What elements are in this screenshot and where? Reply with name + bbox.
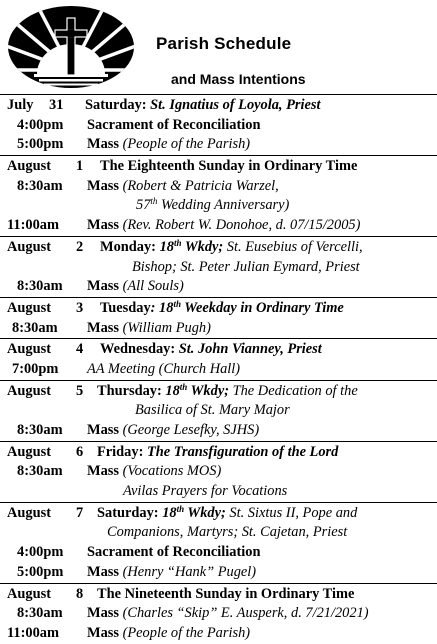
observance-text: The Dedication of the: [229, 382, 358, 399]
schedule-line: [0, 216, 437, 236]
schedule-line: [0, 360, 437, 380]
schedule-line: [0, 543, 437, 563]
weekday-label: Thursday:: [97, 382, 162, 399]
schedule-line: [0, 177, 437, 197]
mass-intention: (All Souls): [118, 278, 184, 295]
schedule-line: [0, 319, 437, 339]
observance-text: St. Ignatius of Loyola, Priest: [146, 97, 321, 113]
day-number: 1: [76, 158, 84, 175]
schedule-line: [0, 421, 437, 441]
mass-intention: (People of the Parish): [118, 624, 251, 641]
schedule-day: [0, 338, 437, 379]
schedule-day: [0, 94, 437, 155]
weekday-label: Tuesday: [100, 299, 151, 316]
event-label: Mass: [87, 217, 119, 234]
day-number: 6: [76, 443, 84, 460]
schedule-line: [0, 116, 437, 136]
day-heading: [0, 299, 437, 319]
schedule-day: [0, 236, 437, 297]
mass-intention: 57th Wedding Anniversary): [136, 196, 290, 214]
weekday-label: Saturday:: [85, 97, 147, 113]
event-label: Mass: [87, 136, 119, 153]
day-month: August: [7, 158, 51, 175]
day-heading: [0, 504, 437, 524]
event-time: 8:30am: [17, 463, 63, 480]
event-time: 5:00pm: [17, 563, 64, 580]
event-time: 8:30am: [12, 319, 58, 336]
schedule-day: [0, 441, 437, 502]
day-number: 4: [76, 341, 84, 358]
event-label: Mass: [87, 624, 119, 641]
day-month: August: [7, 299, 51, 316]
event-time: 8:30am: [17, 422, 63, 438]
observance-text: The Transfiguration of the Lord: [143, 443, 339, 460]
day-month: August: [7, 341, 51, 358]
mass-intention: (Charles “Skip” E. Ausperk, d. 7/21/2021): [118, 605, 369, 622]
day-number: 31: [49, 97, 64, 113]
heading-continuation: Basilica of St. Mary Major: [135, 402, 290, 419]
day-month: August: [7, 504, 51, 521]
schedule-line: [0, 624, 437, 644]
day-number: 8: [76, 585, 84, 602]
event-time: 7:00pm: [12, 360, 59, 377]
schedule-line: [0, 135, 437, 155]
event-time: 11:00am: [7, 217, 59, 234]
day-month: August: [7, 443, 51, 460]
event-label: Mass: [87, 278, 119, 295]
day-number: 5: [76, 382, 84, 399]
day-month: August: [7, 238, 51, 255]
cross-sunburst-icon: [6, 4, 136, 90]
page-title: Parish Schedule: [156, 34, 292, 53]
observance-text: : 18th Weekday in Ordinary Time: [150, 298, 344, 316]
day-month: August: [7, 585, 51, 602]
weekday-label: Saturday:: [97, 504, 159, 521]
schedule-line: [0, 277, 437, 297]
event-label: Sacrament of Reconciliation: [87, 116, 261, 133]
schedule-list: [0, 94, 437, 644]
observance-text: The Nineteenth Sunday in Ordinary Time: [97, 585, 355, 602]
event-time: 8:30am: [17, 278, 63, 295]
heading-continuation: Bishop; St. Peter Julian Eymard, Priest: [132, 258, 360, 275]
schedule-line: [0, 563, 437, 583]
page-subtitle: and Mass Intentions: [171, 71, 306, 87]
weekday-label: Monday:: [100, 238, 156, 255]
schedule-day: [0, 297, 437, 338]
event-time: 5:00pm: [17, 136, 64, 153]
event-label: Mass: [87, 177, 119, 194]
day-month: August: [7, 382, 51, 399]
weekday-label: Wednesday:: [100, 341, 176, 358]
day-heading: [0, 585, 437, 605]
weekday-ordinal: 18th Wkdy;: [162, 503, 226, 521]
day-heading: [0, 443, 437, 463]
schedule-line: [0, 462, 437, 482]
schedule-day: [0, 502, 437, 583]
mass-intention: (Robert & Patricia Warzel,: [118, 177, 279, 194]
observance-text: The Eighteenth Sunday in Ordinary Time: [100, 158, 358, 175]
heading-continuation: Companions, Martyrs; St. Cajetan, Priest: [107, 524, 348, 541]
schedule-line: [0, 482, 437, 502]
day-heading: [0, 382, 437, 402]
event-time: 8:30am: [17, 177, 63, 194]
schedule-line: [0, 196, 437, 216]
day-number: 3: [76, 299, 84, 316]
day-number: 7: [76, 504, 84, 521]
observance-text: St. John Vianney, Priest: [175, 341, 322, 358]
mass-intention: (George Lesefky, SJHS): [118, 422, 260, 438]
day-heading: [0, 238, 437, 258]
schedule-day: [0, 583, 437, 644]
event-label: Mass: [87, 319, 119, 336]
mass-intention: (Henry “Hank” Pugel): [118, 563, 257, 580]
day-heading: [0, 157, 437, 177]
schedule-line: [0, 604, 437, 624]
weekday-ordinal: 18th Wkdy;: [165, 381, 230, 399]
schedule-day: [0, 380, 437, 441]
event-detail: Avilas Prayers for Vocations: [123, 483, 288, 500]
observance-text: St. Sixtus II, Pope and: [225, 504, 358, 521]
mass-intention: (People of the Parish): [118, 136, 251, 153]
day-heading: [0, 96, 437, 116]
event-label: Mass: [87, 605, 119, 622]
event-detail: AA Meeting (Church Hall): [87, 360, 241, 377]
day-month: July: [7, 97, 34, 113]
event-label: Mass: [87, 463, 119, 480]
day-heading: [0, 340, 437, 360]
event-time: 8:30am: [17, 605, 63, 622]
weekday-ordinal: 18th Wkdy;: [159, 237, 224, 255]
mass-intention: (Vocations MOS): [118, 463, 222, 480]
event-label: Sacrament of Reconciliation: [87, 544, 261, 561]
observance-text: St. Eusebius of Vercelli,: [223, 238, 363, 255]
event-time: 11:00am: [7, 624, 59, 641]
event-label: Mass: [87, 422, 119, 438]
mass-intention: (William Pugh): [118, 319, 211, 336]
event-label: Mass: [87, 563, 119, 580]
event-time: 4:00pm: [17, 544, 64, 561]
event-time: 4:00pm: [17, 116, 64, 133]
schedule-day: [0, 155, 437, 236]
mass-intention: (Rev. Robert W. Donohoe, d. 07/15/2005): [118, 217, 361, 234]
weekday-label: Friday:: [97, 443, 144, 460]
day-number: 2: [76, 238, 84, 255]
